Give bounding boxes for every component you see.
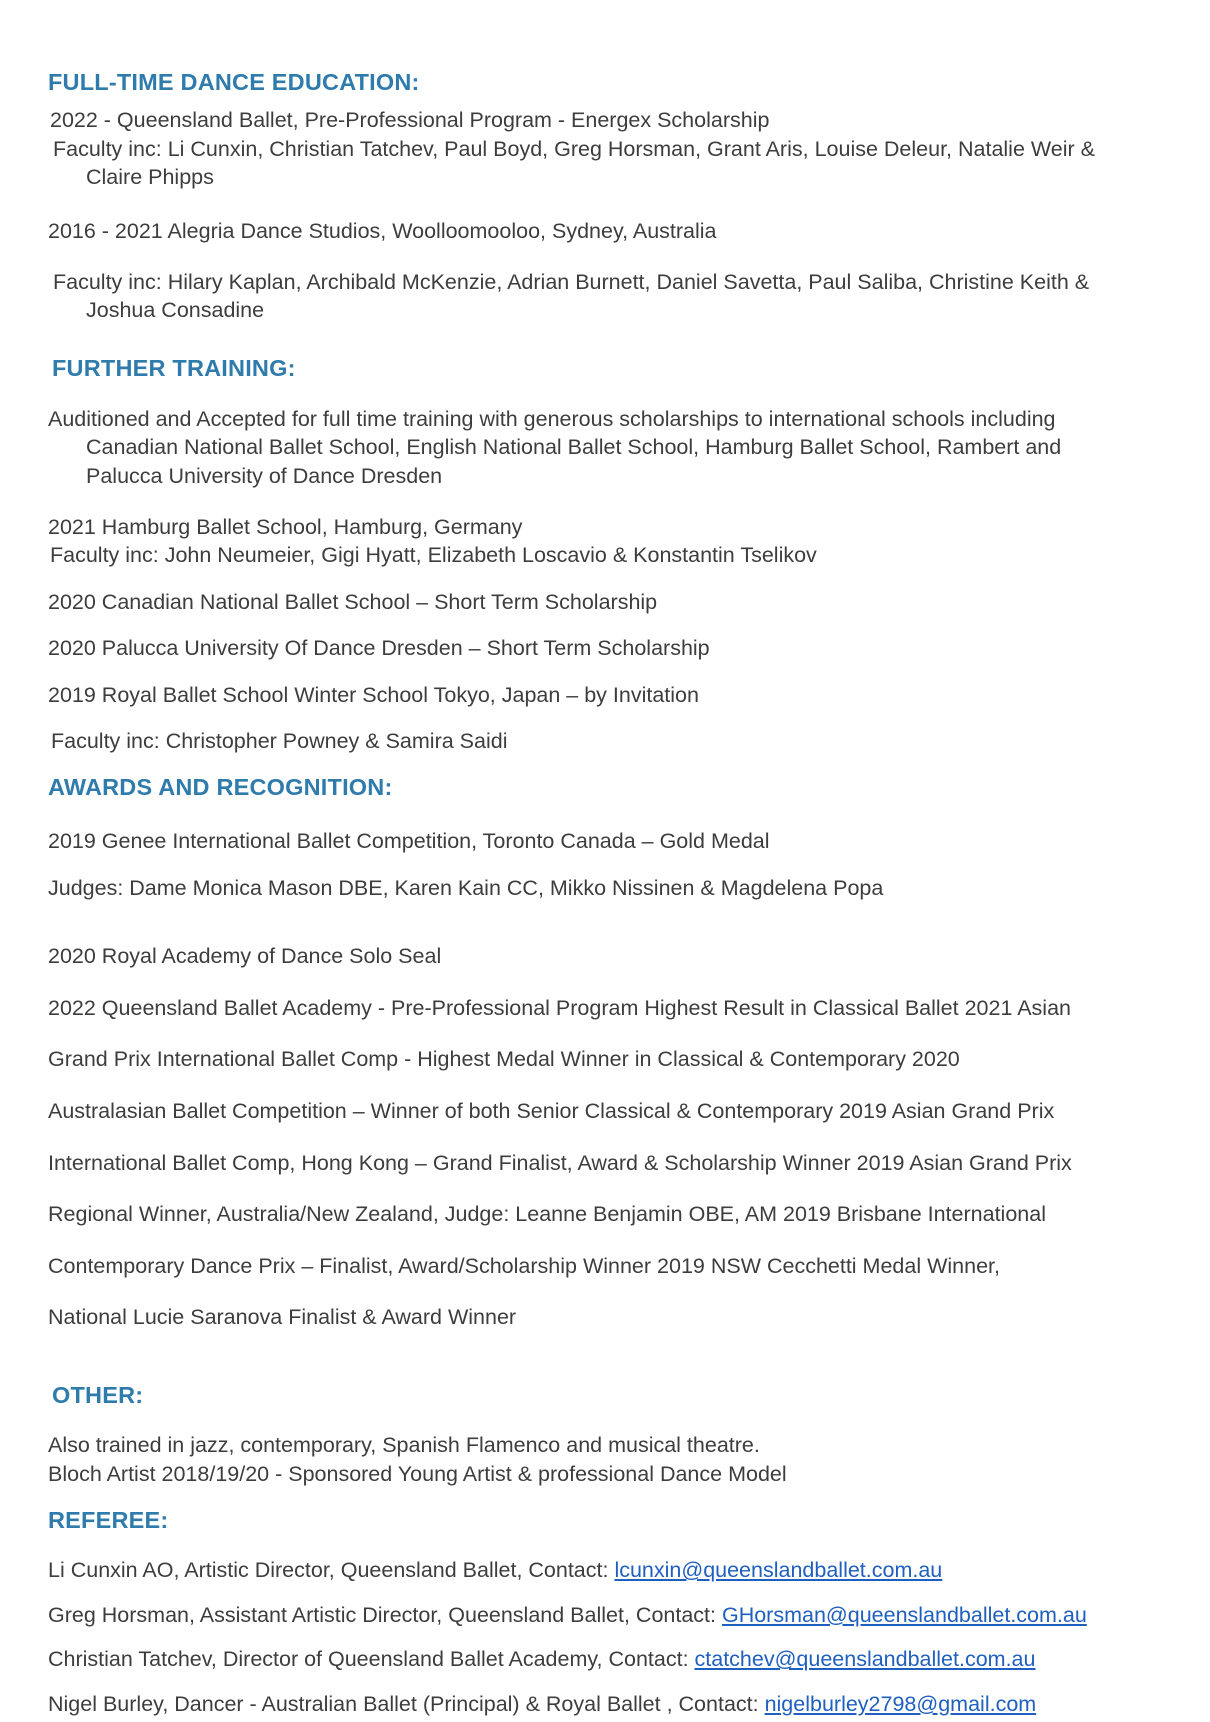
award-genee-judges: Judges: Dame Monica Mason DBE, Karen Kain CC, Mikko Nissinen & Magdelena Popa xyxy=(48,875,884,900)
referee-entry xyxy=(48,1690,1140,1719)
award-genee: 2019 Genee International Ballet Competition, Toronto Canada – Gold Medal xyxy=(48,829,770,854)
education-entry-2-faculty: Faculty inc: Hilary Kaplan, Archibald McKenzie, Adrian Burnett, Daniel Savetta, Paul Saliba, Christine Keith & Joshua Consadine xyxy=(53,269,1090,323)
section-heading-full-time-dance-education: FULL-TIME DANCE EDUCATION: xyxy=(48,69,420,95)
spacer xyxy=(48,801,1140,827)
spacer xyxy=(48,1355,1140,1381)
referee-email-link[interactable]: lcunxin@queenslandballet.com.au xyxy=(614,1558,943,1583)
further-training-hamburg: 2021 Hamburg Ballet School, Hamburg, Germany xyxy=(48,515,523,540)
referee-entry xyxy=(48,1556,1140,1585)
further-training-hamburg-faculty: Faculty inc: John Neumeier, Gigi Hyatt, Elizabeth Loscavio & Konstantin Tselikov xyxy=(50,543,817,568)
award-line: International Ballet Comp, Hong Kong – Grand Finalist, Award & Scholarship Winner 2019 Asian Grand Prix xyxy=(48,1150,1072,1175)
spacer xyxy=(48,663,1140,681)
spacer xyxy=(48,616,1140,634)
spacer xyxy=(48,755,1140,773)
award-line: 2020 Royal Academy of Dance Solo Seal xyxy=(48,944,442,969)
award-line: National Lucie Saranova Finalist & Award Winner xyxy=(48,1305,517,1330)
referee-email-link[interactable]: GHorsman@queenslandballet.com.au xyxy=(721,1602,1087,1627)
spacer xyxy=(48,491,1140,513)
spacer xyxy=(48,246,1140,268)
section-heading-awards-and-recognition: AWARDS AND RECOGNITION: xyxy=(48,774,393,801)
section-heading-further-training: FURTHER TRAINING: xyxy=(52,355,296,382)
section-heading-referee: REFEREE: xyxy=(48,1506,169,1533)
further-training-royal-tokyo-faculty: Faculty inc: Christopher Powney & Samira Saidi xyxy=(51,728,508,753)
further-training-canadian: 2020 Canadian National Ballet School – Short Term Scholarship xyxy=(48,589,658,614)
spacer xyxy=(48,570,1140,588)
other-line-1: Also trained in jazz, contemporary, Spanish Flamenco and musical theatre. xyxy=(48,1433,760,1458)
referee-name-role: Li Cunxin AO, Artistic Director, Queensland Ballet, Contact: xyxy=(48,1558,615,1583)
spacer xyxy=(48,1488,1140,1506)
further-training-intro: Auditioned and Accepted for full time training with generous scholarships to international schools including Canadian National Ballet School, English National Ballet School, Hamburg Ballet School, Rambert and Palucca University of Dance Dresden xyxy=(48,406,1062,489)
other-line-2: Bloch Artist 2018/19/20 - Sponsored Young Artist & professional Dance Model xyxy=(48,1461,787,1486)
education-entry-1-faculty: Faculty inc: Li Cunxin, Christian Tatchev, Paul Boyd, Greg Horsman, Grant Aris, Louise Deleur, Natalie Weir & Claire Phipps xyxy=(53,136,1096,189)
award-line: Australasian Ballet Competition – Winner of both Senior Classical & Contemporary 2019 Asian Grand Prix xyxy=(48,1098,1055,1123)
spacer xyxy=(48,1534,1140,1556)
award-line: 2022 Queensland Ballet Academy - Pre-Professional Program Highest Result in Classical Ballet 2021 Asian xyxy=(48,995,1071,1020)
award-line: Contemporary Dance Prix – Finalist, Award/Scholarship Winner 2019 NSW Cecchetti Medal Winner, xyxy=(48,1253,1000,1278)
spacer xyxy=(48,856,1140,874)
referee-entry xyxy=(48,1645,1140,1674)
referee-name-role: Greg Horsman, Assistant Artistic Director, Queensland Ballet, Contact: xyxy=(48,1602,722,1627)
education-entry-1: 2022 - Queensland Ballet, Pre-Professional Program - Energex Scholarship xyxy=(50,108,770,133)
spacer xyxy=(48,709,1140,727)
referee-entry xyxy=(48,1601,1140,1630)
education-entry-2: 2016 - 2021 Alegria Dance Studios, Woolloomooloo, Sydney, Australia xyxy=(48,219,717,244)
spacer xyxy=(48,902,1140,942)
spacer xyxy=(48,191,1140,217)
award-line: Grand Prix International Ballet Comp - Highest Medal Winner in Classical & Contemporary 2020 xyxy=(48,1047,960,1072)
award-line: Regional Winner, Australia/New Zealand, Judge: Leanne Benjamin OBE, AM 2019 Brisbane International xyxy=(48,1202,1046,1227)
referee-email-link[interactable]: nigelburley2798@gmail.com xyxy=(764,1691,1037,1716)
referee-name-role: Nigel Burley, Dancer - Australian Ballet (Principal) & Royal Ballet , Contact: xyxy=(48,1691,765,1716)
referee-name-role: Christian Tatchev, Director of Queensland Ballet Academy, Contact: xyxy=(48,1647,695,1672)
spacer xyxy=(48,324,1140,354)
section-heading-other: OTHER: xyxy=(52,1381,144,1408)
further-training-palucca: 2020 Palucca University Of Dance Dresden – Short Term Scholarship xyxy=(48,636,710,661)
spacer xyxy=(48,96,1140,106)
referee-email-link[interactable]: ctatchev@queenslandballet.com.au xyxy=(694,1647,1036,1672)
spacer xyxy=(48,1409,1140,1431)
spacer xyxy=(48,383,1140,405)
further-training-royal-tokyo: 2019 Royal Ballet School Winter School Tokyo, Japan – by Invitation xyxy=(48,682,699,707)
